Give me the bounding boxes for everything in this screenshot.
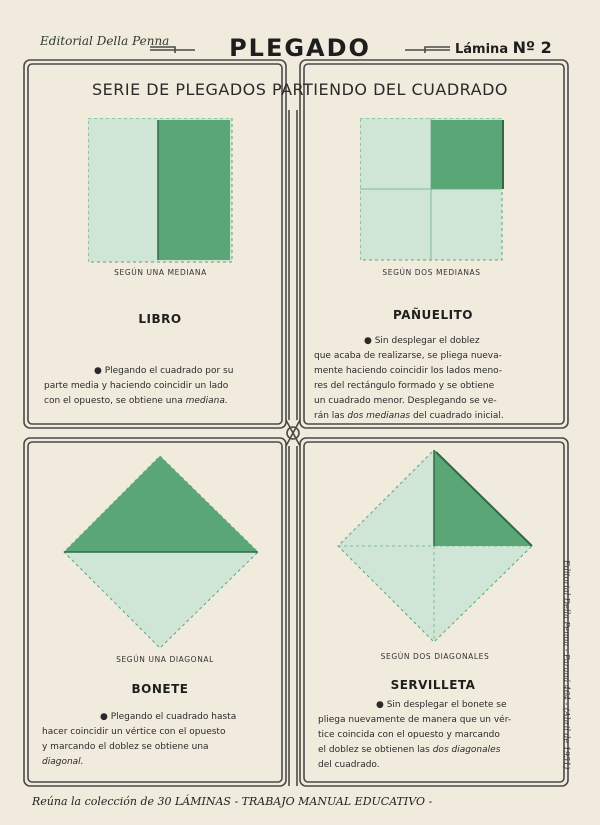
plate-number [455, 38, 552, 57]
desc-line: hacer coincidir un vértice con el opuesto [42, 727, 226, 737]
panuelito-caption: SEGÚN DOS MEDIANAS [382, 268, 481, 277]
bonete-title: BONETE [131, 682, 189, 696]
desc-line: rán las [314, 411, 345, 421]
libro-diagram [88, 118, 234, 264]
bonete-diagram [62, 454, 262, 650]
publisher-side-note: Editorial Della Penna - Paraná 464 - (Abril de 1951) [562, 560, 571, 770]
desc-line: y marcando el doblez se obtiene una [42, 742, 209, 752]
desc-line: mente haciendo coincidir los lados meno- [314, 366, 503, 376]
desc-line: del cuadrado. [318, 760, 380, 770]
plate-label: Lámina [455, 42, 509, 57]
plate-value: Nº 2 [512, 38, 552, 57]
page-title: PLEGADO [229, 34, 371, 62]
panuelito-description [314, 334, 559, 424]
libro-description [44, 364, 274, 409]
bonete-description [42, 710, 278, 770]
publisher-logo: Editorial Della Penna [40, 34, 170, 48]
servilleta-caption: SEGÚN DOS DIAGONALES [380, 652, 490, 661]
desc-line: ● Sin desplegar el doblez [364, 336, 480, 346]
libro-title: LIBRO [138, 312, 182, 326]
desc-line: ● Plegando el cuadrado por su [94, 366, 234, 376]
desc-line: un cuadrado menor. Desplegando se ve- [314, 396, 497, 406]
desc-line: ● Sin desplegar el bonete se [376, 700, 507, 710]
desc-line: con el opuesto, se obtiene una [44, 396, 183, 406]
desc-italic: dos medianas [347, 411, 411, 421]
desc-line: pliega nuevamente de manera que un vér- [318, 715, 512, 725]
libro-caption: SEGÚN UNA MEDIANA [114, 268, 207, 277]
panuelito-diagram [360, 118, 506, 264]
desc-line: tice coincida con el opuesto y marcando [318, 730, 500, 740]
servilleta-title: SERVILLETA [390, 678, 476, 692]
desc-line: que acaba de realizarse, se pliega nueva- [314, 351, 502, 361]
servilleta-description [318, 698, 558, 773]
bonete-caption: SEGÚN UNA DIAGONAL [116, 655, 214, 664]
panuelito-title: PAÑUELITO [393, 308, 473, 322]
desc-line: del cuadrado inicial. [412, 411, 504, 421]
servilleta-diagram [336, 448, 536, 644]
desc-line: res del rectángulo formado y se obtiene [314, 381, 495, 391]
collection-footer: Reúna la colección de 30 LÁMINAS - TRABAJO MANUAL EDUCATIVO - [32, 795, 433, 808]
series-subtitle: SERIE DE PLEGADOS PARTIENDO DEL CUADRADO [92, 80, 508, 99]
desc-line: el doblez se obtienen las [318, 745, 430, 755]
desc-italic: diagonal. [42, 757, 84, 767]
desc-italic: mediana. [185, 396, 228, 406]
desc-italic: dos diagonales [432, 745, 501, 755]
desc-line: parte media y haciendo coincidir un lado [44, 381, 229, 391]
desc-line: ● Plegando el cuadrado hasta [100, 712, 237, 722]
